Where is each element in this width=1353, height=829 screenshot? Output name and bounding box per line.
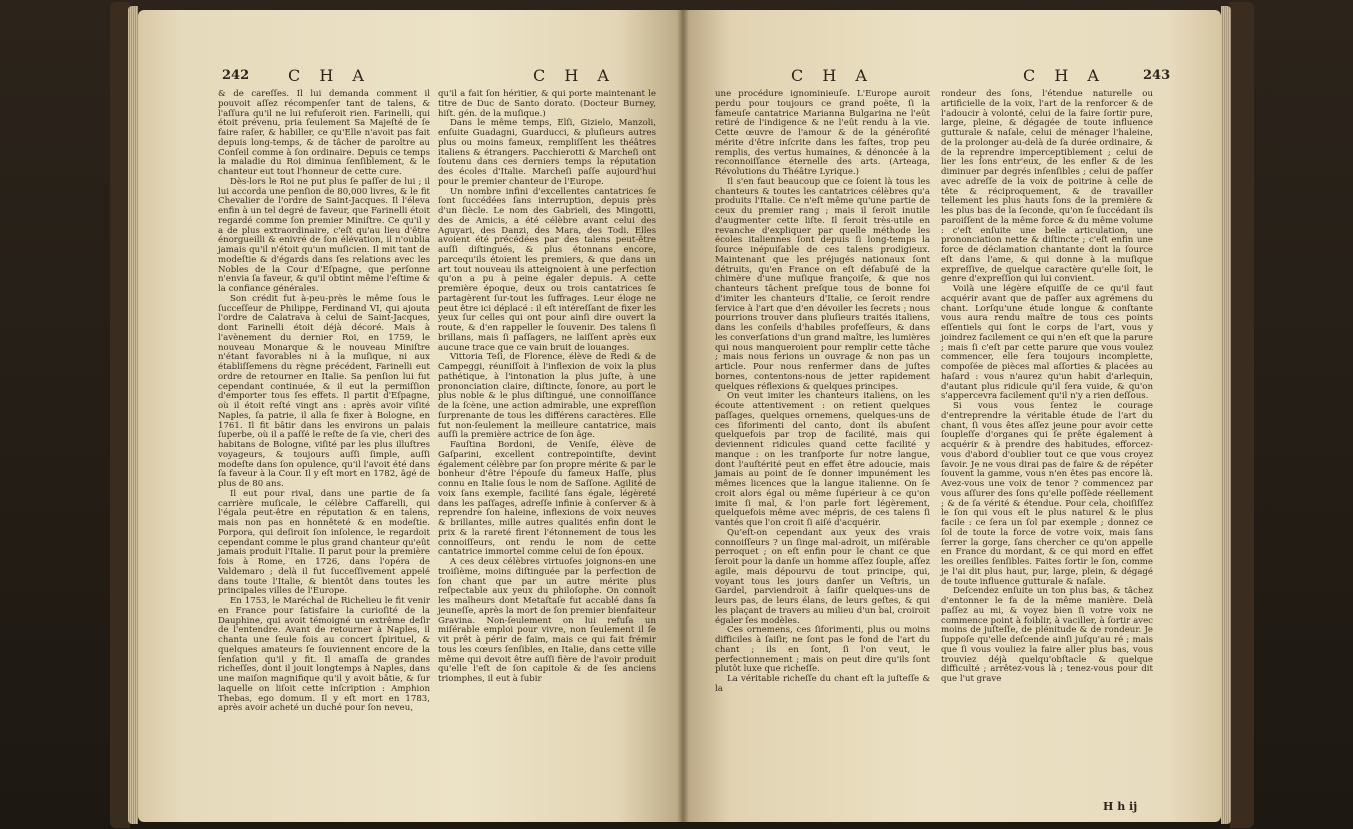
paragraph: Si vous vous ſentez le courage d'entreprendre la véritable étude de l'art du chant, ſi vous êtes aſſez jeune pour avoir cette ſoupleſſe d'organes qui ſe prête également à acquérir & à prendre des habitudes, efforcez-vous d'abord d'oublier tout ce que vous croyez ſavoir. Je ne vous dirai pas de faire & de répéter ſouvent la gamme, vous n'en êtes pas encore là. Avez-vous une voix de tenor ? commencez par vous aſſurer des ſons qu'elle poſſède réellement ; & de ſa vérité & étendue. Pour cela, choiſiſſez le ſon qui vous eſt le plus naturel & le plus facile : ce ſera un ſol par exemple ; donnez ce ſol de toute la force de votre voix, mais ſans ſerrer la gorge, ſans chercher ce qu'on appelle en France du mordant, & ce qui mord en effet les oreilles ſenſibles. Faites ſortir le ſon, comme je l'ai dit plus haut, pur, large, plein, & dégagé de toute influence gutturale & naſale. [941,401,1153,587]
paragraph: Dès-lors le Roi ne put plus ſe paſſer de lui ; il lui accorda une penſion de 80,000 livres, & le fit Chevalier de l'ordre de Saint-Jacques. Il l'éleva enfin à un tel degré de faveur, que Farinelli étoit regardé comme ſon premier Miniſtre. Ce qu'il y a de plus extraordinaire, c'eſt qu'au lieu d'être énorgueilli & enivré de ſon élévation, il n'oublia jamais qu'il n'étoit qu'un muſicien. Il mit tant de modeſtie & d'égards dans ſes relations avec les Nobles de la Cour d'Eſpagne, que perſonne n'envia ſa faveur, & qu'il obtint même l'eſtime & la confiance générales. [218,176,430,294]
paragraph: Un nombre infini d'excellentes cantatrices ſe ſont ſuccédées ſans interruption, depuis près d'un ſiècle. Le nom des Gabrieli, des Mingotti, des de Amicis, a été célèbre avant celui des Aguyari, des Danzi, des Mara, des Todi. Elles avoient été précédées par des talens peut-être auſſi diſtingués, & plus étonnans encore, parcequ'ils étoient les premiers, & que dans un art tout nouveau ils atteignoient à une perfection qu'on a pu à peine égaler depuis. A cette première époque, deux ou trois cantatrices ſe partagèrent ſur-tout les ſuffrages. Leur éloge ne peut être ici déplacé : il eſt intéreſſant de fixer les yeux ſur celles qui ont pour ainſi dire ouvert la route, & d'en rappeller le ſouvenir. Des talens ſi brillans, mais ſi paſſagers, ne laiſſent après eux aucune trace que ce vain bruit de louanges. [438,186,656,353]
left-page [138,10,683,822]
right-page-number: 243 [1143,68,1171,83]
right-page-header [683,68,1221,88]
paragraph: En 1753, le Maréchal de Richelieu le fit venir en France pour ſatisfaire la curioſité de la Dauphine, qui avoit témoigné un extrême deſir de l'entendre. Avant de retourner à Naples, il chanta une ſeule fois au concert ſpirituel, & quelques amateurs ſe ſouviennent encore de la ſenſation qu'il y fit. Il amaſſa de grandes richeſſes, dont il jouit longtemps à Naples, dans une maiſon magnifique qu'il y avoit bâtie, & ſur laquelle on liſoit cette inſcription : Amphion Thebas, ego domum. Il y eſt mort en 1783, après avoir acheté un duché pour ſon neveu, [218,596,430,714]
right-page [683,10,1221,822]
paragraph: Son crédit fut à-peu-près le même ſous le ſucceſſeur de Philippe, Ferdinand VI, qui ajouta l'ordre de Calatrava à celui de Saint-Jacques, dont Farinelli étoit déjà décoré. Mais à l'avènement du dernier Roi, en 1759, le nouveau Monarque & le nouveau Miniſtre n'étant favorables ni à la muſique, ni aux établiſſemens du règne précédent, Farinelli eut ordre de retourner en Italie. Sa penſion lui fut cependant continuée, & il eut la permiſſion d'emporter tous ſes effets. Il partit d'Eſpagne, où il étoit reſté vingt ans : après avoir viſité Naples, ſa patrie, il alla ſe fixer à Bologne, en 1761. Il fit bâtir dans les environs un palais ſuperbe, où il a paſſé le reſte de ſa vie, cheri des habitans de Bologne, viſité par les plus illuſtres voyageurs, & toujours auſſi ſimple, auſſi modeſte dans ſon opulence, qu'il l'avoit été dans ſa faveur à la Cour. Il y eſt mort en 1782, âgé de plus de 80 ans. [218,293,430,489]
paragraph: une procédure ignominieuſe. L'Europe auroit perdu pour toujours ce grand poëte, ſi la fameuſe cantatrice Marianna Bulgarina ne l'eût retiré de l'indigence & ne l'eût rendu à la vie. Cette œuvre de l'amour & de la généroſité mérite d'être inſcrite dans les faſtes, trop peu remplis, des vertus humaines, & dénoncée à la reconnoiſſance éternelle des arts. (Arteaga, Révolutions du Théâtre Lyrique.) [715,89,930,177]
paragraph: Il s'en faut beaucoup que ce ſoient là tous les chanteurs & toutes les cantatrices célèbres qu'a produits l'Italie. Ce n'eſt même qu'une partie de ceux du premier rang ; mais il ſeroit inutile d'augmenter cette liſte. Il ſeroit très-utile en revanche d'expliquer par quelle méthode les écoles italiennes ſont depuis ſi long-temps la ſource inépuiſable de ces talens prodigieux. Maintenant que les préjugés nationaux ſont détruits, qu'en France on eſt déſabuſé de la chimère d'une muſique françoiſe, & que nos chanteurs tâchent preſque tous de bonne foi d'imiter les chanteurs d'Italie, ce ſeroit rendre ſervice à l'art que d'en dévoiler les ſecrets ; nous pourrions trouver dans pluſieurs traités italiens, dans les conſeils d'habiles profeſſeurs, & dans les converſations d'un grand maître, les lumières qui nous manqueroient pour remplir cette tâche ; mais nous ferions un ouvrage & non pas un article. Pour nous renfermer dans de juſtes bornes, contentons-nous de jetter rapidement quelques réflexions & quelques principes. [715,176,930,392]
right-page-column-1 [715,90,930,695]
left-page-column-1 [218,90,430,714]
right-page-column-2 [941,90,1153,685]
paragraph: & de careſſes. Il lui demanda comment il pouvoit aſſez récompenſer tant de talens, & l'aſſura qu'il ne lui refuſeroit rien. Farinelli, qui étoit prévenu, pria ſeulement Sa Majeſté de ſe faire raſer, & habiller, ce qu'Elle n'avoit pas fait depuis long-temps, & de tâcher de paroître au Conſeil comme à ſon ordinaire. Depuis ce temps la maladie du Roi diminua ſenſiblement, & le chanteur eut tout l'honneur de cette cure. [218,89,430,177]
book-cover-left [110,2,130,828]
paragraph: On veut imiter les chanteurs italiens, on les écoute attentivement : on retient quelques paſſages, quelques ornemens, quelques-uns de ces ſiforimenti del canto, dont ils abuſent quelquefois par trop de facilité, mais qui deviennent ridicules quand cette facilité y manque : on les tranſporte ſur notre langue, dont l'auſtérité peut en effet être adoucie, mais jamais au point de ſe donner impunément les mêmes licences que la langue italienne. On ſe croit alors égal ou même ſupérieur à ce qu'on imite ſi mal, & l'on parle fort légèrement, quelquefois même avec mépris, de ces talens ſi vantés que l'on croit ſi aiſé d'acquérir. [715,391,930,528]
book-cover-right [1230,2,1254,828]
paragraph: Il eut pour rival, dans une partie de ſa carrière muſicale, le célèbre Caffarelli, qui l'égala peut-être en réputation & en talens, mais non pas en honnêteté & en modeſtie. Porpora, qui deſiroit ſon inſolence, le regardoit cependant comme le plus grand chanteur qu'eût jamais produit l'Italie. Il parut pour la première fois à Rome, en 1726, dans l'opéra de Valdemaro ; delà il fut ſucceſſivement appelé dans toute l'Italie, & bientôt dans toutes les principales villes de l'Europe. [218,488,430,597]
page-edges-right [1221,6,1231,824]
paragraph: A ces deux célèbres virtuoſes joignons-en une troiſième, moins diſtinguée par la perfection de ſon chant que par un autre mérite plus reſpectable aux yeux du philoſophe. On connoît les malheurs dont Metaſtaſe fut accablé dans ſa jeuneſſe, après la mort de ſon premier bienfaiteur Gravina. Non-ſeulement on lui refuſa un miſérable emploi pour vivre, non ſeulement il ſe vit prêt à périr de faim, mais ce qui fait frémir tous les cœurs ſenſibles, en Italie, dans cette ville même qui devoit être auſſi fière de l'avoir produit qu'elle l'eſt de ſon capitole & de ſes anciens triomphes, il eut à ſubir [438,557,656,684]
paragraph: Voilà une légère eſquiſſe de ce qu'il faut acquérir avant que de paſſer aux agrémens du chant. Lorſqu'une étude longue & conſtante vous aura rendu maître de tous ces points eſſentiels qui ſont le corps de l'art, vous y joindrez facilement ce qui n'en eſt que la parure ; mais ſi c'eſt par cette parure que vous voulez commencer, elle ſera toujours incomplette, compoſée de pièces mal aſſorties & placées au haſard : vous n'aurez qu'un habit d'arlequin, d'autant plus ridicule qu'il ſera vuide, & qu'on s'appercevra facilement qu'il n'y a rien deſſous. [941,284,1153,402]
signature-mark: H h ij [1103,800,1138,813]
paragraph: Ces ornemens, ces ſiforimenti, plus ou moins difficiles à ſaiſir, ne ſont pas le fond de l'art du chant ; ils en ſont, ſi l'on veut, le perfectionnement ; mais on peut dire qu'ils ſont plutôt luxe que richeſſe. [715,625,930,675]
left-running-head-col1: C H A [288,66,371,85]
left-running-head-col2: C H A [533,66,616,85]
paragraph: Qu'eſt-on cependant aux yeux des vrais connoiſſeurs ? un ſinge mal-adroit, un miſérable perroquet ; on eſt enfin pour le chant ce que ſeroit pour la danſe un homme aſſez ſouple, aſſez agile, mais dépourvu de tout principe, qui, voyant tous les jours danſer un Veſtris, un Gardel, parviendroit à ſaiſir quelques-uns de leurs pas, de leurs élans, de leurs geſtes, & qui les plaçant de travers au milieu d'un bal, croiroit égaler ſes modèles. [715,527,930,626]
left-page-number: 242 [222,68,250,83]
paragraph: Fauſtina Bordoni, de Veniſe, élève de Gaſparini, excellent contrepointiſte, devint également célèbre par ſon propre mérite & par le bonheur d'être l'épouſe du fameux Haſſe, plus connu en Italie ſous le nom de Saſſone. Agilité de voix ſans exemple, facilité ſans égale, légèreté dans les paſſages, adreſſe infinie à conſerver & à reprendre ſon haleine, inflexions de voix neuves & brillantes, mille autres qualités enfin dont le prix & la rareté firent l'étonnement de tous les connoiſſeurs, ont rendu le nom de cette cantatrice immortel comme celui de ſon époux. [438,440,656,558]
paragraph: Dans le même temps, Elſi, Gizielo, Manzoli, enſuite Guadagni, Guarducci, & pluſieurs autres plus ou moins fameux, rempliſſent les théâtres italiens & étrangers. Pacchierotti & Marcheſi ont ſoutenu dans ces derniers temps la réputation des écoles d'Italie. Marcheſi paſſe aujourd'hui pour le premier chanteur de l'Europe. [438,118,656,187]
book-gutter [677,10,689,822]
paragraph: Deſcendez enſuite un ton plus bas, & tâchez d'entonner le fa de la même manière. Delà paſſez au mi, & voyez bien ſi votre voix ne commence point à foiblir, à vaciller, à ſortir avec moins de juſteſſe, de plénitude & de rondeur. Je ſuppoſe qu'elle deſcende ainſi juſqu'au ré ; mais que ſi vous vouliez la faire aller plus bas, vous trouviez déjà quelqu'obſtacle & quelque difficulté ; arrêtez-vous là ; tenez-vous pour dit que l'ut grave [941,586,1153,684]
paragraph: La véritable richeſſe du chant eſt la juſteſſe & la [715,674,930,694]
left-page-column-2 [438,90,656,685]
paragraph: qu'il a fait ſon héritier, & qui porte maintenant le titre de Duc de Santo dorato. (Docteur Burney, hiſt. gén. de la muſique.) [438,89,656,119]
left-page-header [138,68,683,88]
right-running-head-col2: C H A [1023,66,1106,85]
right-running-head-col1: C H A [791,66,874,85]
paragraph: rondeur des ſons, l'étendue naturelle ou artificielle de la voix, l'art de la renforcer & de l'adoucir à volonté, celui de la faire ſortir pure, large, pleine, & dégagée de toute influence gutturale & naſale, celui de ménager l'haleine, de la prolonger au-delà de ſa durée ordinaire, & de la reprendre imperceptiblement ; celui de lier les ſons entr'eux, de les enfler & de les diminuer par degrés inſenſibles ; celui de paſſer avec adreſſe de la voix de poitrine à celle de tête & réciproquement, & de travailler tellement les plus hauts ſons de la première & les plus bas de la ſeconde, qu'on ſe ſuccédant ils paroiſſent de la même force & du même volume : c'eſt enſuite une belle articulation, une prononciation nette & diſtincte ; c'eſt enfin une force de déclamation chantante dont la ſource eſt dans l'ame, & qui donne à la muſique expreſſive, de quelque caractère qu'elle ſoit, le genre d'expreſſion qui lui convient. [941,89,1153,285]
paragraph: Vittoria Teſi, de Florence, élève de Redi & de Campeggi, réuniſſoit à l'inflexion de voix la plus pathétique, à l'intonation la plus juſte, à une prononciation claire, diſtincte, ſonore, au port le plus noble & le plus diſtingué, une connoiſſance de la ſcène, une action admirable, une expreſſion ſurprenante de tous les différens caractères. Elle fut non-ſeulement la meilleure cantatrice, mais auſſi la première actrice de ſon âge. [438,352,656,441]
page-edges-left [128,6,138,824]
